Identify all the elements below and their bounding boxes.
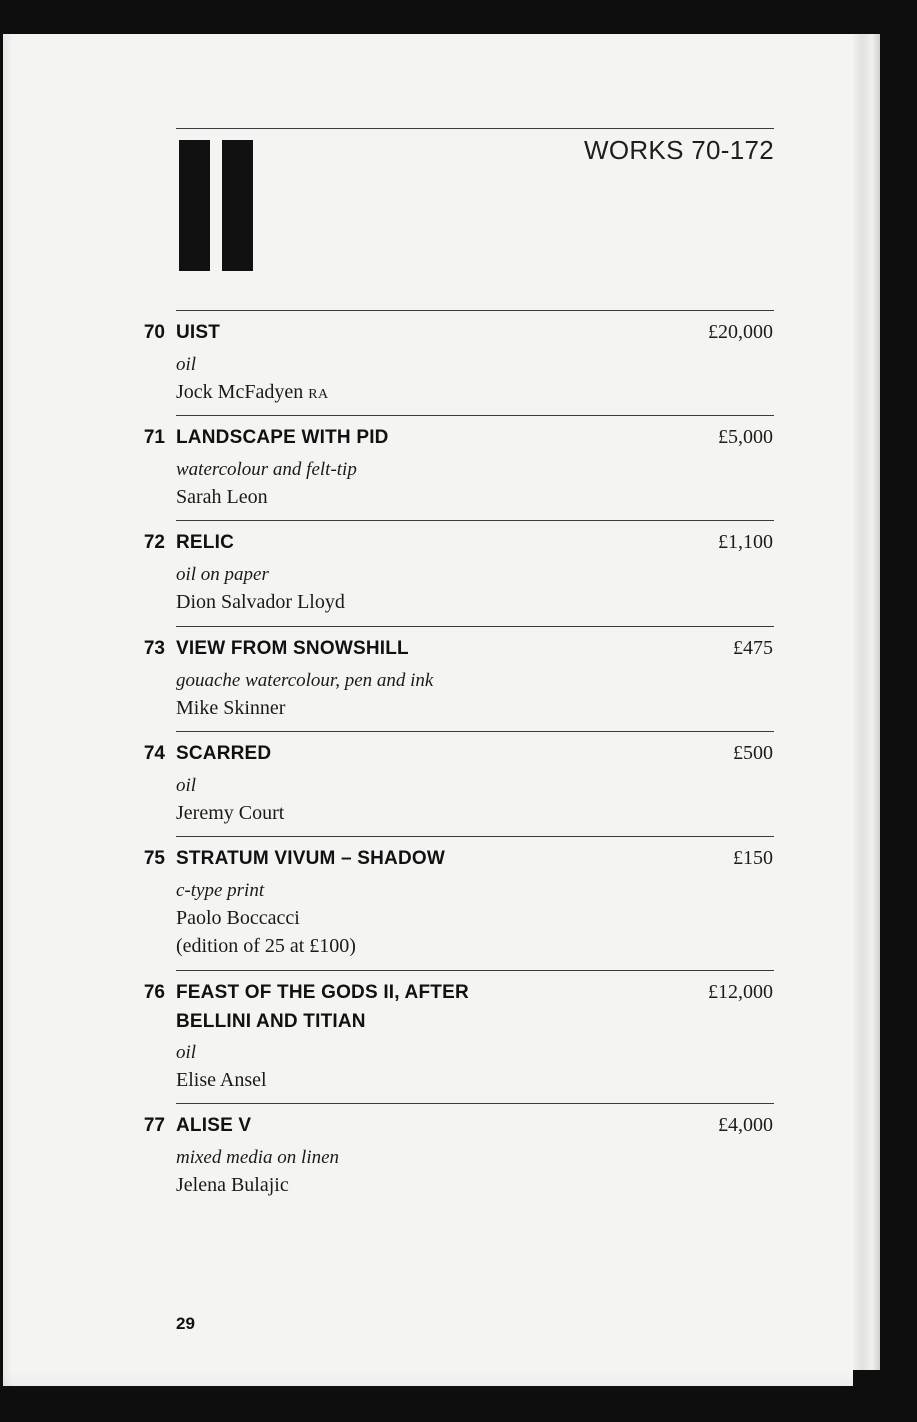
entry-price: £475 [733,637,773,659]
entry-artist: Paolo Boccacci [176,907,300,929]
entry-medium: gouache watercolour, pen and ink [176,670,434,691]
entry-artist: Dion Salvador Lloyd [176,591,345,613]
entry-artist: Mike Skinner [176,697,286,719]
roman-numeral-bar-right [222,140,253,271]
entry-price: £1,100 [718,531,773,553]
entry-title: VIEW FROM SNOWSHILL [176,638,409,659]
entry-price: £4,000 [718,1114,773,1136]
entry-artist: Elise Ansel [176,1069,267,1091]
entry-number: 71 [143,427,165,448]
entry-rule [176,626,774,627]
entry-medium: watercolour and felt-tip [176,459,357,480]
top-rule [176,128,774,129]
entry-rule [176,1103,774,1104]
artist-name: Jock McFadyen [176,381,304,403]
entry-medium: mixed media on linen [176,1147,340,1168]
entry-title: FEAST OF THE GODS II, AFTER BELLINI AND TITIAN [176,982,469,1032]
entry-title: SCARRED [176,743,272,764]
entry-price: £5,000 [718,426,773,448]
entry-number: 70 [143,322,165,343]
entry-number: 74 [143,743,165,764]
catalogue-page [3,34,853,1386]
entry-rule [176,520,774,521]
entry-price: £150 [733,847,773,869]
roman-numeral-bar-left [179,140,210,271]
entry-medium: c-type print [176,880,265,901]
entry-title: RELIC [176,532,234,553]
page-number: 29 [176,1314,195,1333]
entry-artist: Jelena Bulajic [176,1174,289,1196]
entry-artist: Sarah Leon [176,486,268,508]
entry-rule [176,415,774,416]
artist-suffix: RA [308,387,329,402]
entry-title: STRATUM VIVUM – SHADOW [176,848,445,869]
entry-title: ALISE V [176,1115,252,1136]
entry-price: £20,000 [708,321,773,343]
entry-edition: (edition of 25 at £100) [176,935,356,957]
entry-number: 76 [143,982,165,1003]
entry-medium: oil [176,775,197,796]
entry-number: 75 [143,848,165,869]
entry-rule [176,970,774,971]
entry-price: £500 [733,742,773,764]
entry-artist: Jeremy Court [176,802,285,824]
entry-number: 73 [143,638,165,659]
entry-medium: oil [176,1042,197,1063]
entry-rule [176,836,774,837]
entry-price: £12,000 [708,981,773,1003]
entry-title: UIST [176,322,221,343]
entry-rule [176,731,774,732]
entry-rule [176,310,774,311]
entry-artist [176,378,329,409]
entry-title: LANDSCAPE WITH PID [176,427,389,448]
entry-medium: oil on paper [176,564,269,585]
entry-number: 72 [143,532,165,553]
entry-medium: oil [176,354,197,375]
section-title: WORKS 70-172 [583,135,774,165]
entry-number: 77 [143,1115,165,1136]
